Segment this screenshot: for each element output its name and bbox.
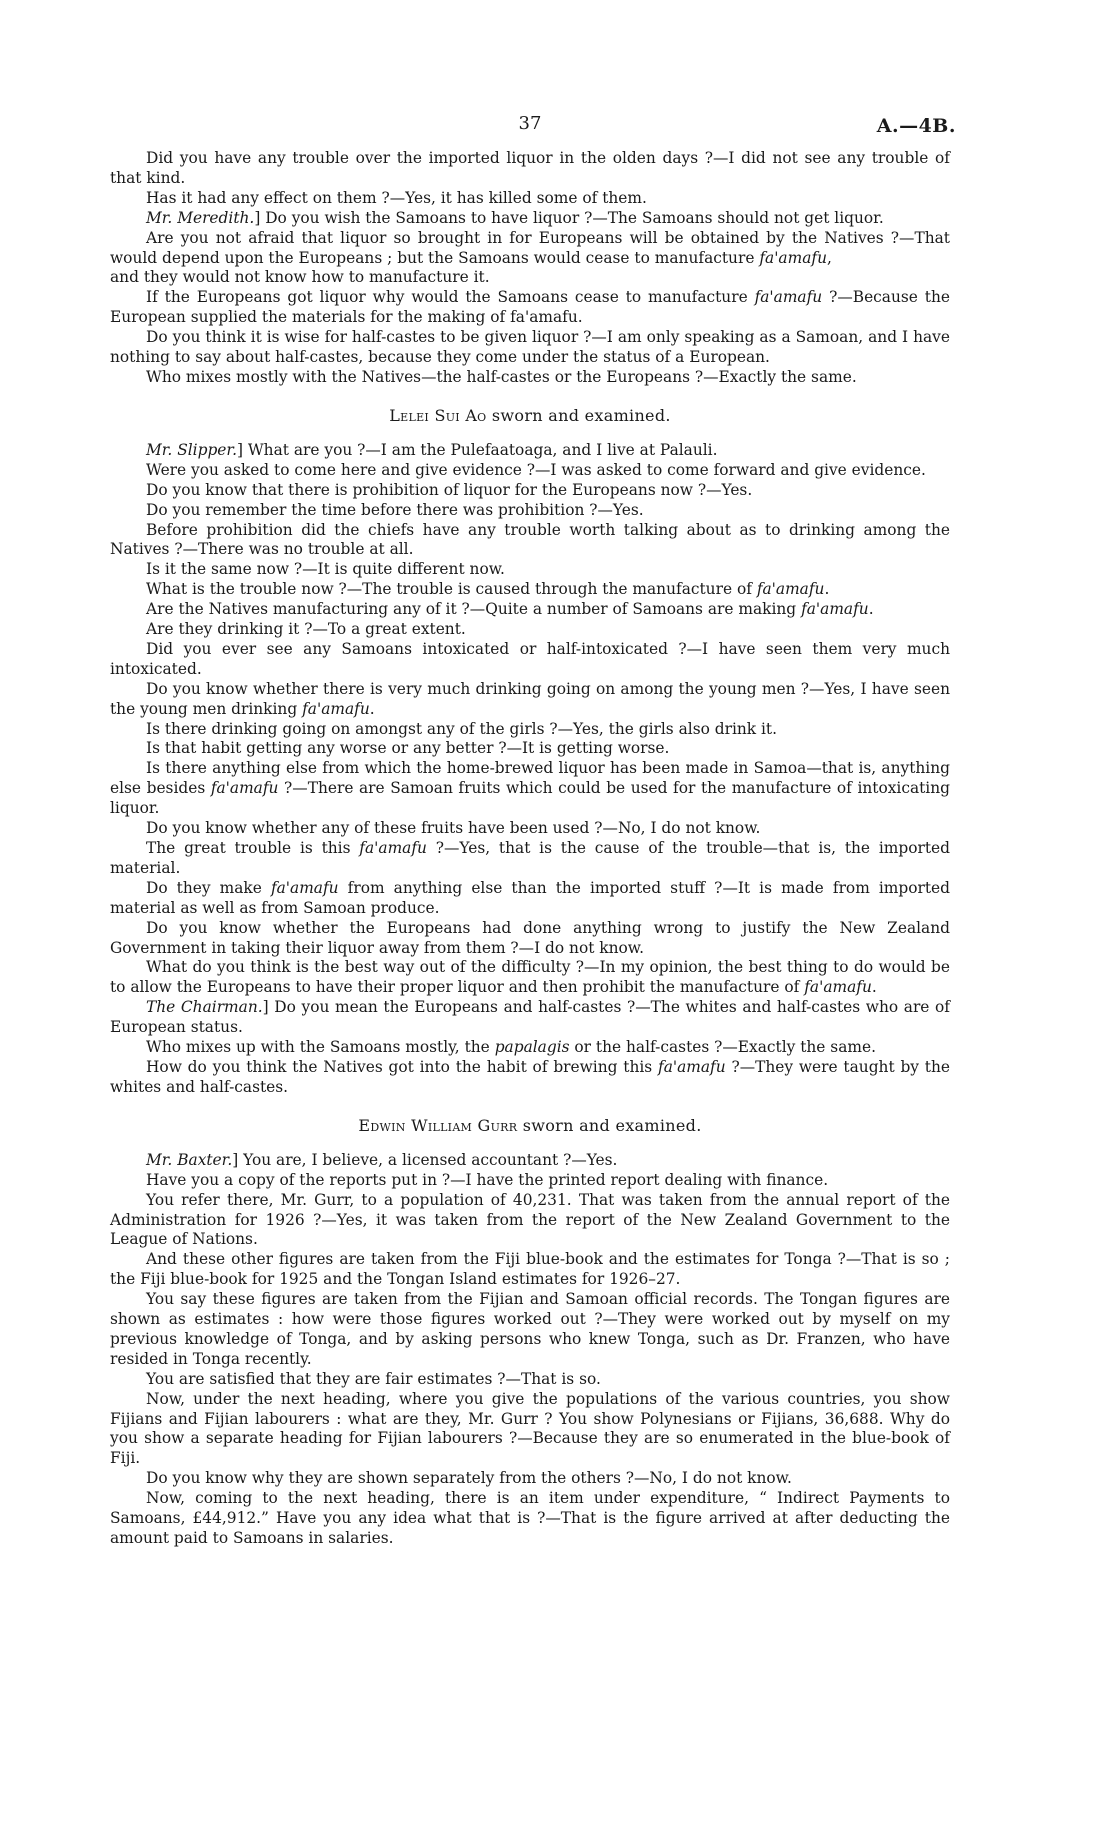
paragraph-text: Do you remember the time before there was prohibition ?—Yes. bbox=[146, 500, 644, 519]
paragraph-text: Has it had any effect on them ?—Yes, it has killed some of them. bbox=[146, 188, 647, 207]
paragraph-text: Did you ever see any Samoans intoxicated or half-intoxicated ?—I have seen them very much intoxicated. bbox=[110, 639, 950, 678]
paragraph-text: Who mixes mostly with the Natives—the half-castes or the Europeans ?—Exactly the same. bbox=[146, 367, 857, 386]
page-header bbox=[110, 95, 956, 137]
testimony-paragraph bbox=[110, 1171, 950, 1191]
paragraph-text-tail: or the half-castes ?—Exactly the same. bbox=[569, 1038, 876, 1057]
paragraph-text-tail: . bbox=[871, 978, 877, 997]
section-testimony-continued bbox=[110, 149, 950, 388]
paragraph-text-tail: ?—Because the European supplied the materials for the making of fa'amafu. bbox=[110, 288, 950, 327]
heading-suffix: sworn and examined. bbox=[517, 1115, 702, 1135]
testimony-paragraph bbox=[110, 149, 950, 189]
paragraph-text: Is there drinking going on amongst any of the girls ?—Yes, the girls also drink it. bbox=[146, 719, 778, 738]
paragraph-text: You are satisfied that they are fair estimates ?—That is so. bbox=[146, 1369, 601, 1388]
testimony-paragraph bbox=[110, 759, 950, 819]
italic-term: fa'amafu bbox=[658, 1057, 726, 1076]
paragraph-text: Do you know whether any of these fruits have been used ?—No, I do not know. bbox=[146, 819, 761, 838]
paragraph-text: How do you think the Natives got into the habit of brewing this bbox=[146, 1057, 658, 1076]
testimony-paragraph bbox=[110, 1058, 950, 1098]
testimony-paragraph bbox=[110, 268, 950, 288]
paragraph-text-tail: from anything else than the imported stuff ?—It is made from imported material as well as from Samoan produce. bbox=[110, 878, 950, 917]
witness-heading-edwin-william-gurr bbox=[110, 1116, 950, 1135]
italic-term: fa'amafu bbox=[801, 600, 869, 619]
paragraph-text: Do you know whether there is very much drinking going on among the young men ?—Yes, I have seen the young men drinking bbox=[110, 679, 950, 718]
document-page bbox=[110, 95, 956, 1549]
paragraph-text: Is there anything else from which the home-brewed liquor has been made in Samoa—that is, anything else besides bbox=[110, 759, 950, 798]
paragraph-text-tail: , bbox=[827, 248, 832, 267]
testimony-paragraph bbox=[110, 368, 950, 388]
paragraph-text: Do you know that there is prohibition of liquor for the Europeans now ?—Yes. bbox=[146, 480, 753, 499]
speaker-name: Mr. Slipper. bbox=[146, 440, 237, 459]
testimony-paragraph bbox=[110, 481, 950, 501]
section-lelei-sui-ao bbox=[110, 441, 950, 1098]
paragraph-text: And these other figures are taken from the Fiji blue-book and the estimates for Tonga ?—That is so ; the Fiji blue-book for 1925 and the Tongan Island estimates for 1926–27. bbox=[110, 1250, 950, 1289]
testimony-paragraph bbox=[110, 560, 950, 580]
paragraph-text: Who mixes up with the Samoans mostly, the bbox=[146, 1038, 495, 1057]
paragraph-text: Are they drinking it ?—To a great extent. bbox=[146, 620, 466, 639]
testimony-paragraph bbox=[110, 958, 950, 998]
italic-term: fa'amafu bbox=[756, 580, 825, 599]
paragraph-text-tail: . bbox=[824, 580, 830, 599]
witness-name: Lelei Sui Ao bbox=[389, 405, 487, 425]
paragraph-text: The great trouble is this bbox=[146, 839, 360, 857]
testimony-paragraph bbox=[110, 720, 950, 740]
paragraph-text: Do you know whether the Europeans had done anything wrong to justify the New Zealand Government in taking their liquor away from them ?—I do not know. bbox=[110, 918, 950, 957]
italic-term: fa'amafu bbox=[270, 878, 339, 897]
italic-term: fa'amafu bbox=[210, 779, 279, 798]
testimony-paragraph bbox=[110, 580, 950, 600]
paragraph-text: ] Do you mean the Europeans and half-castes ?—The whites and half-castes who are of European status. bbox=[110, 998, 950, 1037]
testimony-paragraph bbox=[110, 1191, 950, 1251]
testimony-paragraph bbox=[110, 441, 950, 461]
paragraph-text-tail: . bbox=[369, 699, 375, 718]
testimony-paragraph bbox=[110, 640, 950, 680]
speaker-name: Mr. Meredith. bbox=[146, 208, 255, 227]
paragraph-text: You say these figures are taken from the Fijian and Samoan official records. The Tongan figures are shown as estimates : how were those figures worked out ?—They were worked out by myself on my previous knowledge of Tonga, and by asking persons who knew Tonga, such as Dr. Franzen, who have resided in Tonga recently. bbox=[110, 1290, 950, 1368]
testimony-paragraph bbox=[110, 839, 950, 879]
paragraph-text: Did you have any trouble over the imported liquor in the olden days ?—I did not see any trouble of that kind. bbox=[110, 149, 950, 187]
testimony-paragraph bbox=[110, 501, 950, 521]
testimony-paragraph bbox=[110, 620, 950, 640]
document-reference: A.—4B. bbox=[876, 115, 956, 137]
testimony-paragraph bbox=[110, 328, 950, 368]
paragraph-text-tail: ?—Yes, that is the cause of the trouble—that is, the imported material. bbox=[110, 839, 950, 877]
testimony-paragraph bbox=[110, 1151, 950, 1171]
testimony-paragraph bbox=[110, 819, 950, 839]
testimony-paragraph bbox=[110, 1250, 950, 1290]
italic-term: fa'amafu bbox=[754, 288, 823, 307]
testimony-paragraph bbox=[110, 998, 950, 1038]
paragraph-text-tail: ?—They were taught by the whites and half-castes. bbox=[110, 1057, 950, 1096]
testimony-paragraph bbox=[110, 288, 950, 328]
paragraph-text: Do you think it is wise for half-castes to be given liquor ?—I am only speaking as a Samoan, and I have nothing to say about half-castes, because they come under the status of a European. bbox=[110, 328, 950, 367]
testimony-paragraph bbox=[110, 1290, 950, 1370]
italic-term: fa'amafu bbox=[759, 248, 827, 267]
testimony-paragraph bbox=[110, 879, 950, 919]
italic-term: fa'amafu bbox=[302, 699, 370, 718]
paragraph-text: Are you not afraid that liquor so brought in for Europeans will be obtained by the Natives ?—That would depend upon the Europeans ; but the Samoans would cease to manufacture bbox=[110, 228, 950, 267]
paragraph-text: Now, coming to the next heading, there is an item under expenditure, “ Indirect Payments to Samoans, £44,912.” Have you any idea what that is ?—That is the figure arrived at after deducting the amount paid to Samoans in salaries. bbox=[110, 1489, 950, 1547]
testimony-paragraph bbox=[110, 1390, 950, 1470]
paragraph-text: What is the trouble now ?—The trouble is caused through the manufacture of bbox=[146, 580, 757, 599]
testimony-paragraph bbox=[110, 600, 950, 620]
testimony-paragraph bbox=[110, 680, 950, 720]
italic-term: fa'amafu bbox=[804, 978, 872, 997]
testimony-paragraph bbox=[110, 209, 950, 229]
section-edwin-william-gurr bbox=[110, 1151, 950, 1549]
paragraph-text: If the Europeans got liquor why would the Samoans cease to manufacture bbox=[146, 288, 755, 307]
testimony-paragraph bbox=[110, 521, 950, 561]
paragraph-text: You refer there, Mr. Gurr, to a population of 40,231. That was taken from the annual report of the Administration for 1926 ?—Yes, it was taken from the report of the New Zealand Government to the League of Nations. bbox=[110, 1190, 950, 1249]
paragraph-text: Are the Natives manufacturing any of it ?—Quite a number of Samoans are making bbox=[146, 600, 802, 619]
speaker-name: Mr. Baxter. bbox=[146, 1150, 233, 1169]
testimony-paragraph bbox=[110, 1489, 950, 1549]
paragraph-text: ] You are, I believe, a licensed accountant ?—Yes. bbox=[232, 1150, 618, 1169]
italic-term: fa'amafu bbox=[359, 839, 427, 857]
speaker-name: The Chairman. bbox=[146, 998, 263, 1017]
paragraph-text: Were you asked to come here and give evidence ?—I was asked to come forward and give evidence. bbox=[146, 460, 926, 479]
paragraph-text-tail: ?—There are Samoan fruits which could be used for the manufacture of intoxicating liquor. bbox=[110, 779, 950, 818]
paragraph-text: Now, under the next heading, where you give the populations of the various countries, you show Fijians and Fijian labourers : what are they, Mr. Gurr ? You show Polynesians or Fijians, 36,688. Why do you show a separate heading for Fijian labourers ?—Because they are so enumerated in the blue-book of Fiji. bbox=[110, 1389, 950, 1468]
paragraph-text: ] Do you wish the Samoans to have liquor ?—The Samoans should not get liquor. bbox=[254, 208, 884, 227]
testimony-paragraph bbox=[110, 919, 950, 959]
paragraph-text: Is it the same now ?—It is quite different now. bbox=[146, 560, 505, 579]
testimony-paragraph bbox=[110, 1469, 950, 1489]
paragraph-text: and they would not know how to manufacture it. bbox=[110, 268, 490, 287]
paragraph-text: What do you think is the best way out of the difficulty ?—In my opinion, the best thing to do would be to allow the Europeans to have their proper liquor and then prohibit the manufacture of bbox=[110, 958, 950, 997]
testimony-paragraph bbox=[110, 739, 950, 759]
paragraph-text: Is that habit getting any worse or any better ?—It is getting worse. bbox=[146, 739, 670, 758]
paragraph-text: Before prohibition did the chiefs have any trouble worth talking about as to drinking among the Natives ?—There was no trouble at all. bbox=[110, 520, 950, 559]
paragraph-text: Do you know why they are shown separately from the others ?—No, I do not know. bbox=[146, 1469, 792, 1488]
testimony-paragraph bbox=[110, 461, 950, 481]
testimony-paragraph bbox=[110, 1370, 950, 1390]
paragraph-text: Do they make bbox=[146, 878, 271, 897]
testimony-paragraph bbox=[110, 229, 950, 269]
italic-term: papalagis bbox=[494, 1038, 570, 1057]
testimony-paragraph bbox=[110, 189, 950, 209]
page-number: 37 bbox=[518, 113, 542, 134]
paragraph-text: ] What are you ?—I am the Pulefaatoaga, and I live at Palauli. bbox=[236, 440, 718, 459]
testimony-paragraph bbox=[110, 1038, 950, 1058]
paragraph-text-tail: . bbox=[868, 600, 874, 619]
witness-heading-lelei-sui-ao bbox=[110, 406, 950, 425]
paragraph-text: Have you a copy of the reports put in ?—I have the printed report dealing with finance. bbox=[146, 1170, 829, 1189]
witness-name: Edwin William Gurr bbox=[358, 1115, 518, 1135]
heading-suffix: sworn and examined. bbox=[486, 405, 671, 425]
